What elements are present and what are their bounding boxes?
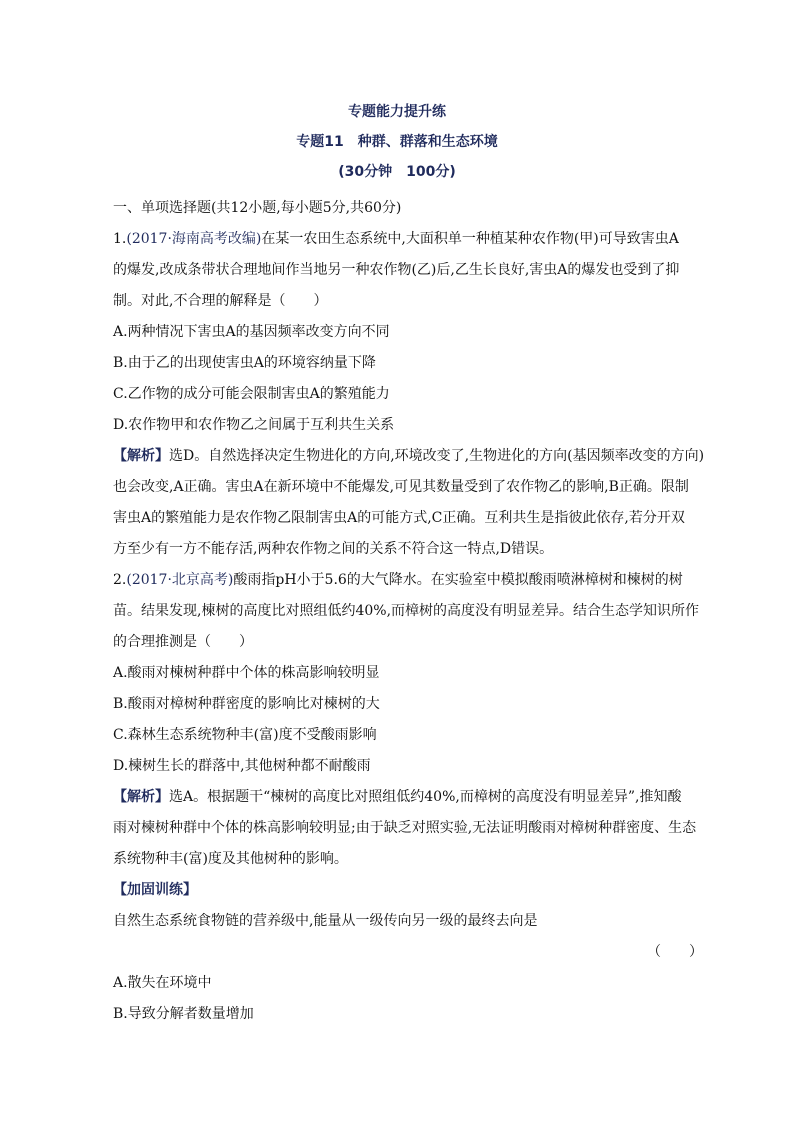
q2-analysis-label: 【解析】 (113, 789, 169, 805)
q2-stem-line-3: 的合理推测是（ ） (113, 634, 253, 650)
q1-option-b: B.由于乙的出现使害虫A的环境容纳量下降 (113, 355, 376, 371)
q1-option-c: C.乙作物的成分可能会限制害虫A的繁殖能力 (113, 386, 390, 402)
q1-analysis-text: 选D。自然选择决定生物进化的方向,环境改变了,生物进化的方向(基因频率改变的方向) (169, 448, 705, 464)
q1-option-d: D.农作物甲和农作物乙之间属于互利共生关系 (113, 417, 395, 433)
q1-stem-text: 在某一农田生态系统中,大面积单一种植某种农作物(甲)可导致害虫A (261, 231, 679, 247)
q1-stem-line-3: 制。对此,不合理的解释是（ ） (113, 293, 328, 309)
section-heading: 一、单项选择题(共12小题,每小题5分,共60分) (113, 200, 402, 216)
q2-number: 2. (113, 572, 127, 588)
q1-source: (2017·海南高考改编) (126, 231, 262, 247)
q2-option-c: C.森林生态系统物种丰(富)度不受酸雨影响 (113, 727, 377, 743)
reinforce-option-b: B.导致分解者数量增加 (113, 1006, 254, 1022)
reinforce-answer-bracket: （ ） (647, 944, 703, 960)
document-title: 专题能力提升练 (348, 104, 446, 120)
q1-analysis-label: 【解析】 (113, 448, 169, 464)
content (113, 193, 703, 1030)
reinforce-label: 【加固训练】 (113, 882, 197, 898)
q2-option-a: A.酸雨对楝树种群中个体的株高影响较明显 (113, 665, 380, 681)
q2-option-b: B.酸雨对樟树种群密度的影响比对楝树的大 (113, 696, 380, 712)
reinforce-option-a: A.散失在环境中 (113, 975, 212, 991)
q2-option-d: D.楝树生长的群落中,其他树种都不耐酸雨 (113, 758, 371, 774)
time-score: (30分钟 100分) (338, 164, 456, 180)
q1-stem-line-1 (113, 224, 703, 255)
topic-title: 专题11 种群、群落和生态环境 (296, 134, 498, 150)
header (0, 102, 794, 192)
q1-analysis-line-1 (113, 441, 703, 472)
q2-analysis-line-1 (113, 782, 703, 813)
q1-analysis-line-4: 方至少有一方不能存活,两种农作物之间的关系不符合这一特点,D错误。 (113, 541, 554, 557)
q2-source: (2017·北京高考) (126, 572, 234, 588)
q1-analysis-line-2: 也会改变,A正确。害虫A在新环境中不能爆发,可见其数量受到了农作物乙的影响,B正确。限制 (113, 479, 689, 495)
q2-analysis-text: 选A。根据题干“楝树的高度比对照组低约40%,而樟树的高度没有明显差异”,推知酸 (169, 789, 682, 805)
q2-analysis-line-3: 系统物种丰(富)度及其他树种的影响。 (113, 851, 348, 867)
reinforce-stem: 自然生态系统食物链的营养级中,能量从一级传向另一级的最终去向是 (113, 913, 538, 929)
q2-stem-text: 酸雨指pH小于5.6的大气降水。在实验室中模拟酸雨喷淋樟树和楝树的树 (233, 572, 683, 588)
q2-stem-line-2: 苗。结果发现,楝树的高度比对照组低约40%,而樟树的高度没有明显差异。结合生态学知识所作 (113, 603, 700, 619)
q2-analysis-line-2: 雨对楝树种群中个体的株高影响较明显;由于缺乏对照实验,无法证明酸雨对樟树种群密度、生态 (113, 820, 697, 836)
q2-stem-line-1 (113, 565, 703, 596)
q1-stem-line-2: 的爆发,改成条带状合理地间作当地另一种农作物(乙)后,乙生长良好,害虫A的爆发也受到了抑 (113, 262, 680, 278)
q1-analysis-line-3: 害虫A的繁殖能力是农作物乙限制害虫A的可能方式,C正确。互利共生是指彼此依存,若分开双 (113, 510, 685, 526)
q1-number: 1. (113, 231, 127, 247)
q1-option-a: A.两种情况下害虫A的基因频率改变方向不同 (113, 324, 390, 340)
